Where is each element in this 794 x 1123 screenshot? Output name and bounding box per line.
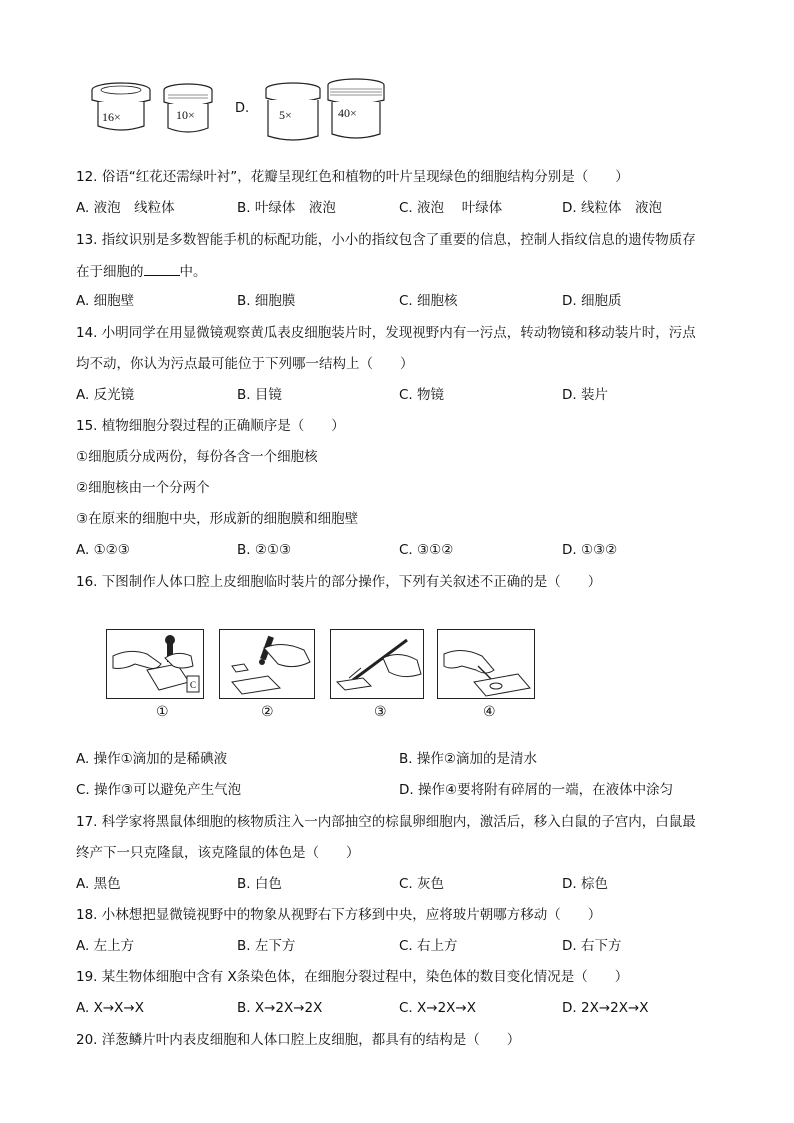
objective-lens-5x [262,80,324,144]
option-b: B. 左下方 [237,938,296,954]
step-illustration-4 [437,629,535,699]
option-c: C. ③①② [399,542,454,558]
statement-2: ②细胞核由一个分两个 [76,480,210,496]
step-illustration-3 [330,629,424,699]
option-b: B. X→2X→2X [237,1000,323,1016]
dropper-on-slide-illustration [107,630,203,698]
option-a: A. 操作①滴加的是稀碘液 [76,751,228,767]
option-d: D. 线粒体 液泡 [562,200,662,216]
dropper-dripping-illustration [220,630,314,698]
answer-blank [144,261,180,276]
statement-1: ①细胞质分成两份，每份各含一个细胞核 [76,449,318,465]
figure-label-4: ④ [483,704,496,720]
option-c: C. 物镜 [399,387,445,403]
option-d: D. 操作④要将附有碎屑的一端，在液体中涂匀 [399,782,674,798]
option-b: B. 白色 [237,876,282,892]
question-stem: 18. 小林想把显微镜视野中的物象从视野右下方移到中央，应将玻片朝哪方移动（ ） [76,907,602,923]
lens-label: 40× [338,106,357,120]
option-d: D. 细胞质 [562,293,622,309]
question-stem-line-2: 均不动，你认为污点最可能位于下列哪一结构上（ ） [76,356,414,372]
stem-text: 中。 [179,264,207,280]
cover-slip-illustration [331,630,423,698]
question-stem: 17. 科学家将黑鼠体细胞的核物质注入一内部抽空的棕鼠卵细胞内，激活后，移入白鼠的子宫内，白鼠最 [76,814,696,830]
option-b: B. ②①③ [237,542,292,558]
option-d: D. 棕色 [562,876,608,892]
option-b: B. 目镜 [237,387,282,403]
option-b: B. 细胞膜 [237,293,296,309]
statement-3: ③在原来的细胞中央，形成新的细胞膜和细胞壁 [76,511,359,527]
question-stem: 13. 指纹识别是多数智能手机的标配功能，小小的指纹包含了重要的信息，控制人指纹信息的遗传物质存 [76,232,696,248]
option-d: D. 右下方 [562,938,622,954]
option-a: A. X→X→X [76,1000,144,1016]
lens-label: 16× [102,110,121,124]
option-a: A. 液泡 线粒体 [76,200,175,216]
stem-text: 在于细胞的 [76,264,144,280]
eyepiece-lens-16x [88,78,154,134]
lens-label: 10× [176,108,195,122]
option-d: D. 装片 [562,387,608,403]
option-c: C. 液泡 叶绿体 [399,200,503,216]
svg-text:C: C [190,680,197,690]
option-a: A. ①②③ [76,542,130,558]
option-c: C. 细胞核 [399,293,458,309]
figure-label-1: ① [156,704,169,720]
figure-label-3: ③ [374,704,387,720]
question-stem: 19. 某生物体细胞中含有 X条染色体，在细胞分裂过程中，染色体的数目变化情况是（ ） [76,969,629,985]
question-stem: 15. 植物细胞分裂过程的正确顺序是（ ） [76,418,345,434]
option-c: C. 操作③可以避免产生气泡 [76,782,242,798]
option-b: B. 操作②滴加的是清水 [399,751,537,767]
question-stem: 16. 下图制作人体口腔上皮细胞临时装片的部分操作，下列有关叙述不正确的是（ ） [76,574,602,590]
figure-label-2: ② [261,704,274,720]
question-stem: 20. 洋葱鳞片叶内表皮细胞和人体口腔上皮细胞，都具有的结构是（ ） [76,1032,521,1048]
option-b: B. 叶绿体 液泡 [237,200,336,216]
option-a: A. 左上方 [76,938,135,954]
question-stem-line-2 [76,261,207,281]
question-stem: 14. 小明同学在用显微镜观察黄瓜表皮细胞装片时，发现视野内有一污点，转动物镜和移动装片时，污点 [76,325,696,341]
step-illustration-1 [106,629,204,699]
lens-label: 5× [279,108,292,122]
toothpick-smear-illustration [438,630,534,698]
option-a: A. 细胞壁 [76,293,135,309]
question-stem-line-2: 终产下一只克隆鼠，该克隆鼠的体色是（ ） [76,845,360,861]
option-c: C. 灰色 [399,876,445,892]
option-letter: D. [235,101,250,116]
option-d: D. 2X→2X→X [562,1000,649,1016]
step-illustration-2 [219,629,315,699]
question-stem: 12. 俗语“红花还需绿叶衬”，花瓣呈现红色和植物的叶片呈现绿色的细胞结构分别是（ ） [76,169,629,185]
option-d: D. ①③② [562,542,618,558]
option-a: A. 黑色 [76,876,121,892]
option-c: C. 右上方 [399,938,458,954]
option-c: C. X→2X→X [399,1000,476,1016]
option-a: A. 反光镜 [76,387,135,403]
